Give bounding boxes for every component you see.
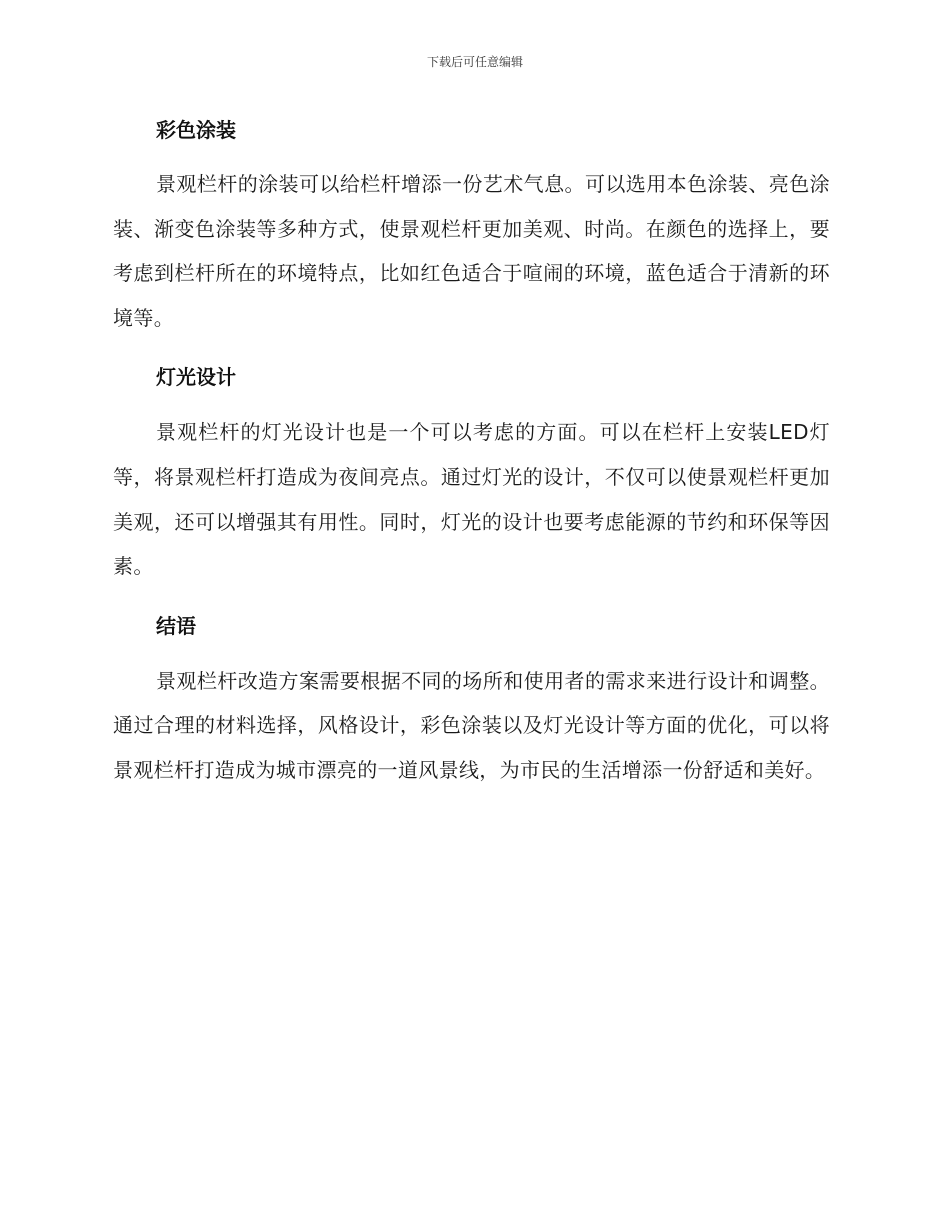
document-body: [113, 110, 830, 793]
section-paragraph: 景观栏杆的涂装可以给栏杆增添一份艺术气息。可以选用本色涂装、亮色涂装、渐变色涂装等多种方式，使景观栏杆更加美观、时尚。在颜色的选择上，要考虑到栏杆所在的环境特点，比如红色适合于喧闹的环境，蓝色适合于清新的环境等。: [113, 172, 830, 330]
section-heading: 彩色涂装: [156, 118, 236, 142]
section-heading: 结语: [156, 613, 196, 638]
section-paragraph: 景观栏杆改造方案需要根据不同的场所和使用者的需求来进行设计和调整。通过合理的材料选择，风格设计，彩色涂装以及灯光设计等方面的优化，可以将景观栏杆打造成为城市漂亮的一道风景线，为市民的生活增添一份舒适和美好。: [113, 668, 830, 782]
section-heading: 灯光设计: [156, 365, 236, 390]
page-header: 下载后可任意编辑: [426, 55, 523, 69]
section-conclusion: [113, 612, 830, 793]
section-lighting-design: [113, 363, 830, 588]
section-paragraph: 景观栏杆的灯光设计也是一个可以考虑的方面。可以在栏杆上安装LED灯等，将景观栏杆打造成为夜间亮点。通过灯光的设计，不仅可以使景观栏杆更加美观，还可以增强其有用性。同时，灯光的设计也要考虑能源的节约和环保等因素。: [113, 420, 830, 579]
section-colored-coating: [113, 116, 830, 340]
